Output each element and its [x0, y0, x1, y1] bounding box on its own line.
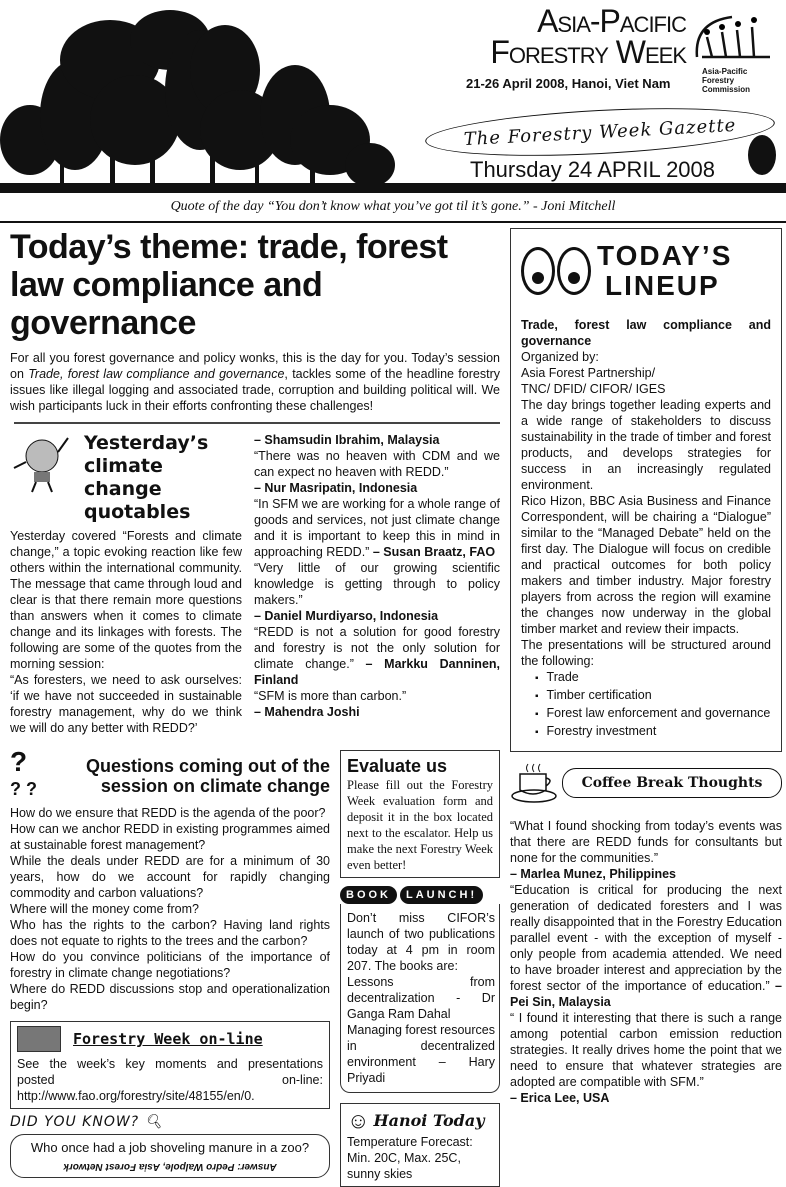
commission-logo: Asia-Pacific Forestry Commission: [692, 12, 778, 94]
gazette-banner: The Forestry Week Gazette: [424, 101, 776, 163]
divider: [0, 221, 786, 223]
question-item: Where will the money come from?: [10, 902, 199, 916]
question-item: Where do REDD discussions stop and operationalization begin?: [10, 982, 330, 1012]
hanoi-title: Hanoi Today: [373, 1111, 485, 1130]
online-title: Forestry Week on-line: [73, 1030, 263, 1048]
quote-of-the-day: Quote of the day “You don’t know what you’ve got til it’s gone.” - Joni Mitchell: [170, 199, 616, 214]
did-you-know-bubble: Who once had a job shoveling manure in a zoo? Answer: Pedro Walpole, Asia Forest Network: [10, 1134, 330, 1178]
hanoi-today-box: [340, 1103, 500, 1187]
forestry-week-online-box: [10, 1021, 330, 1109]
quotables-column-2: – Shamsudin Ibrahim, Malaysia “There was no heaven with CDM and we can expect no heaven with REDD.” – Nur Masripatin, Indonesia “In SFM we are working for a whole range of goods and services, not just climate change and it is important to keep this in mind in approaching REDD.” – Susan Braatz, FAO “Very little of our growing scientific knowledge is getting through to policy makers.” – Daniel Murdiyarso, Indonesia “REDD is not a solution for good forestry and forestry is not the only solution for climate change.” – Markku Danninen, Finland “SFM is more than carbon.” – Mahendra Joshi: [254, 433, 501, 719]
todays-lineup-box: TODAY’S LINEUP Trade, forest law compliance and governance Organized by: Asia Forest Partnership/ TNC/ DFID/ CIFOR/ IGES The day brings together leading experts and a wide range of stakeholders to discuss sustainability in the trade of timber and forest products, and develops strategies for success in an increasingly regulated environment. Rico Hizon, BBC Asia Business and Finance Correspondent, will be chairing a “Dialogue” similar to the “Managed Debate” held on the first day. The Dialogue will focus on credible and practical outcomes for both policy makers and timber industry. Major forestry players from across the region will examine the changes now underway in the global timber market and review their impacts. The presentations will be structured around the following: ▪ Trade ▪ Timber certification ▪ Forest law enforcement and governance ▪ Forestry investment: [510, 228, 782, 752]
topic-item: ▪ Forestry investment: [535, 723, 771, 741]
quotables-column-1: Yesterday’s climate change quotables Yesterday covered “Forests and climate change,” a topic evoking reaction like few others within the international community. The message that came through loud and clear is that there remain more questions than answers when it comes to climate change and its linkages with forests. The following are some of the quotes from the morning session: “As foresters, we need to ask ourselves: ‘if we have not succeeded in sustainable forestry management, why do we think we will do any better with REDD?’: [10, 432, 242, 735]
evaluate-box: [340, 750, 500, 878]
quote-author: – Shamsudin Ibrahim, Malaysia: [254, 433, 440, 447]
question-item: While the deals under REDD are for a minimum of 30 years, how do we account for rapidly changing commodity and carbon valuations?: [10, 854, 330, 900]
book-item: Managing forest resources in decentralized environment – Hary Priyadi: [347, 1023, 495, 1085]
event-title: Asia-Pacific Forestry Week: [490, 3, 686, 70]
question-item: How do you convince politicians of the importance of forestry in climate change negotiations?: [10, 950, 330, 980]
bulb-character-icon: [10, 432, 78, 494]
book-launch-title: BOOK LAUNCH!: [340, 886, 500, 904]
topic-item: ▪ Trade: [535, 669, 771, 687]
evaluate-text: Please fill out the Forestry Week evaluation form and deposit it in the box located next to the escalator. Help us make the next Forestry Week even better!: [347, 778, 493, 872]
book-launch-box: Don’t miss CIFOR’s launch of two publications today at 4 pm in room 207. The books are: Lessons from decentralization - Dr Ganga Ram Dahal Managing forest resources in decentralized environment – Hary Priyadi: [340, 904, 500, 1093]
people-trees-icon: [692, 12, 772, 62]
theme-headline: Today’s theme: trade, forest law compliance and governance: [10, 228, 448, 342]
computer-icon: [17, 1026, 61, 1052]
theme-intro: For all you forest governance and policy wonks, this is the day for you. Today’s session on Trade, forest law compliance and governance, tackles some of the headline forestry issues like illegal logging and associated trade, corruption and building political will. We wish participants luck in their efforts confronting these challenges!: [10, 351, 500, 413]
question-marks-icon: ? ? ?: [10, 746, 37, 799]
coffee-title-bubble: Coffee Break Thoughts: [562, 768, 782, 798]
online-text: See the week’s key moments and presentations posted on-line: http://www.fao.org/forestry/site/48155/en/0.: [17, 1057, 323, 1103]
smiley-hat-icon: ☺: [347, 1108, 370, 1133]
quote-text: “As foresters, we need to ask ourselves: ‘if we have not succeeded in sustainable forestry management, why do we think we will do any better with REDD?’: [10, 673, 242, 735]
topic-item: ▪ Forest law enforcement and governance: [535, 705, 771, 723]
quotables-title: Yesterday’s climate change quotables: [84, 432, 209, 523]
coffee-cup-icon: [510, 762, 560, 804]
quotables-section: [10, 432, 500, 736]
issue-date: Thursday 24 APRIL 2008: [470, 157, 716, 182]
questions-title: Questions coming out of the session on climate change: [86, 755, 330, 796]
question-item: Who has the rights to the carbon? Having land rights does not equate to rights to the trees and the carbon?: [10, 918, 330, 948]
magnifier-icon: 🔍︎: [144, 1114, 164, 1130]
evaluate-title: Evaluate us: [347, 756, 448, 776]
questions-list: [10, 805, 330, 1013]
topic-item: ▪ Timber certification: [535, 687, 771, 705]
eyes-icon: [521, 247, 591, 295]
book-item: Lessons from decentralization - Dr Ganga Ram Dahal: [347, 975, 495, 1021]
event-dates: 21-26 April 2008, Hanoi, Viet Nam: [466, 76, 671, 91]
divider: [14, 422, 500, 424]
topic-list: [535, 669, 771, 741]
did-you-know-title: DID YOU KNOW? 🔍︎: [10, 1114, 164, 1130]
question-item: How can we anchor REDD in existing programmes aimed at sustainable forest management?: [10, 822, 330, 852]
lineup-text: Trade, forest law compliance and governance Organized by: Asia Forest Partnership/ TNC/ DFID/ CIFOR/ IGES The day brings together leading experts and a wide range of stakeholders to discuss sustainability in the trade of timber and forest products, and develops strategies for success in an increasingly regulated environment. Rico Hizon, BBC Asia Business and Finance Correspondent, will be chairing a “Dialogue” similar to the “Managed Debate” held on the first day. The Dialogue will focus on credible and practical outcomes for both policy makers and timber industry. Major forestry players from across the region will examine the changes now underway in the global timber market and review their impacts. The presentations will be structured around the following: ▪ Trade ▪ Timber certification ▪ Forest law enforcement and governance ▪ Forestry investment: [521, 317, 771, 741]
question-item: How do we ensure that REDD is the agenda of the poor?: [10, 806, 326, 820]
coffee-quotes: “What I found shocking from today’s events was that there are REDD funds for consultants but none for the communities.” – Marlea Munez, Philippines “Education is critical for producing the next generation of dedicated foresters and I was really disappointed that in the Forestry Education parallel event - with the exception of myself - only people from academia attended. We need to have broader interest and appreciation by the forest sector of the importance of education.” – Pei Sin, Malaysia “ I found it interesting that there is such a range among potential carbon emission reduction strategies. It really drives home the point that we need to ensure that whatever strategies are adopted are compatible with SFM.” – Erica Lee, USA: [510, 819, 782, 1105]
hanoi-forecast: Temperature Forecast: Min. 20C, Max. 25C, sunny skies: [347, 1135, 473, 1181]
